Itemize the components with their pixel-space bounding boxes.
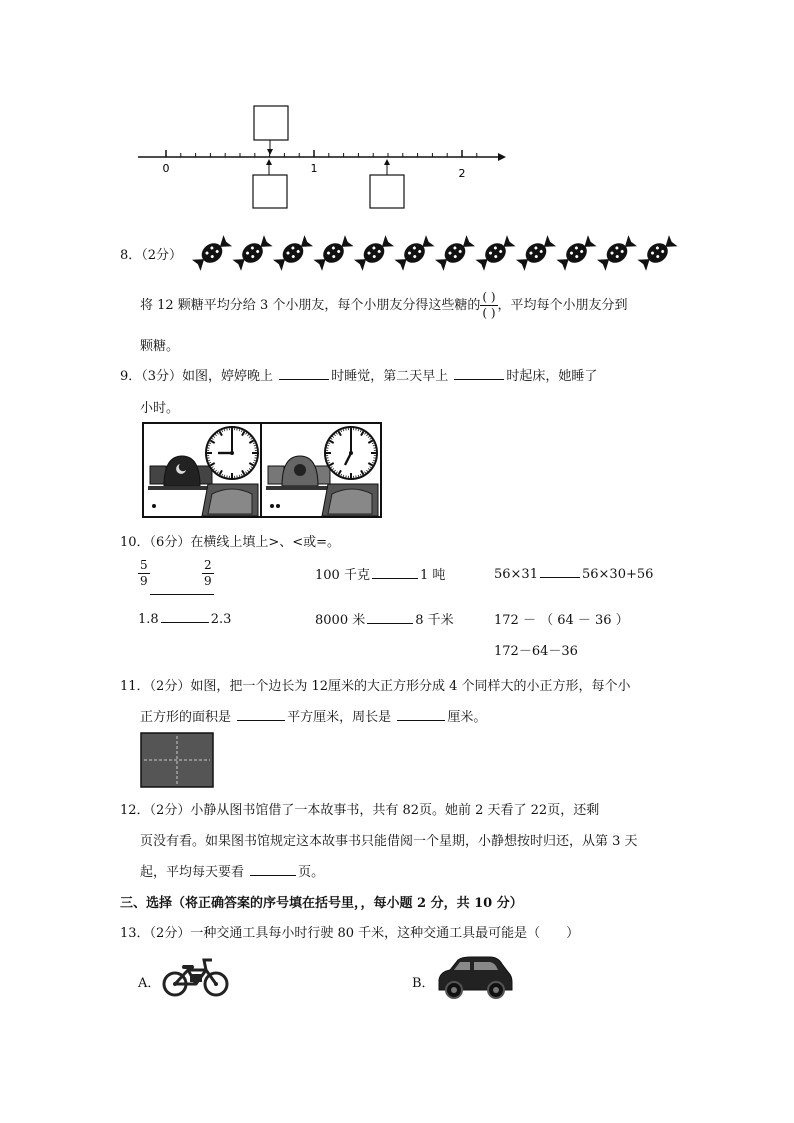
number-line-arrow bbox=[498, 153, 506, 161]
number-line-label-2: 2 bbox=[458, 167, 466, 180]
q9-text-c: 时起床，她睡了 bbox=[506, 369, 598, 384]
number-line-label-0: 0 bbox=[162, 162, 170, 175]
candy-icon bbox=[515, 234, 558, 273]
number-line-label-1: 1 bbox=[310, 162, 318, 175]
q8-frac-numerator[interactable]: ( ) bbox=[482, 290, 496, 304]
q10-frac-right: $\frac{2}{9}$ bbox=[204, 558, 212, 588]
q12-blank-pages[interactable] bbox=[250, 862, 296, 876]
q8-text-line2: 颗糖。 bbox=[140, 339, 180, 354]
q9-blank-sleep[interactable] bbox=[279, 366, 329, 380]
q9-text-a: 9．（3分）如图，婷婷晚上 bbox=[120, 369, 274, 384]
q8-fraction bbox=[480, 290, 497, 321]
clock-face-morning bbox=[325, 427, 377, 479]
q10-item-subtract-line1: 172 － （ 64 － 36 ） bbox=[494, 613, 629, 628]
q10-header: 10．（6分）在横线上填上>、<或=。 bbox=[120, 535, 340, 550]
q11-text-line2: 正方形的面积是 平方厘米，周长是 厘米。 bbox=[140, 706, 486, 725]
q10-item-fraction bbox=[138, 558, 150, 589]
q10-blank-fraction[interactable] bbox=[150, 594, 214, 595]
q10-frac-left: $\frac{5}{9}$ bbox=[140, 558, 148, 588]
pointer-bottom-left-head bbox=[266, 159, 272, 165]
candy-icon bbox=[474, 234, 517, 273]
candy-icon bbox=[596, 234, 639, 273]
q9-text-line1 bbox=[120, 365, 597, 384]
q11-blank-area[interactable] bbox=[237, 707, 285, 721]
q8-text-line1 bbox=[140, 290, 628, 321]
q10-item-fraction-right bbox=[202, 558, 214, 589]
q9-clock-picture bbox=[142, 422, 382, 518]
q10-blank-length[interactable] bbox=[367, 610, 413, 624]
answer-box-bottom-right[interactable] bbox=[370, 175, 404, 208]
number-line-figure bbox=[0, 0, 794, 230]
q9-text-line2: 小时。 bbox=[140, 401, 180, 416]
q10-item-multiply: 56×31 56×30+56 bbox=[494, 564, 653, 582]
candy-icon bbox=[353, 234, 396, 273]
candy-icon bbox=[393, 234, 436, 273]
candy-icon bbox=[434, 234, 477, 273]
q11-square-figure bbox=[140, 732, 214, 788]
q9-blank-wake[interactable] bbox=[454, 366, 504, 380]
candy-icon bbox=[272, 234, 315, 273]
q9-text-b: 时睡觉，第二天早上 bbox=[331, 369, 449, 384]
candy-icon bbox=[191, 234, 234, 273]
candy-icon bbox=[231, 234, 274, 273]
candy-icon bbox=[636, 234, 679, 273]
q11-blank-perimeter[interactable] bbox=[397, 707, 445, 721]
answer-box-bottom-left[interactable] bbox=[253, 175, 287, 208]
car-icon bbox=[436, 956, 514, 1000]
answer-box-top[interactable] bbox=[254, 106, 288, 140]
pointer-top-head bbox=[267, 149, 273, 155]
pointer-bottom-right-head bbox=[384, 159, 390, 165]
q10-blank-weight[interactable] bbox=[372, 565, 418, 579]
q10-item-weight: 100 千克 1 吨 bbox=[315, 564, 445, 583]
q10-blank-multiply[interactable] bbox=[540, 564, 580, 578]
bicycle-icon bbox=[160, 956, 232, 998]
q10-blank-decimal[interactable] bbox=[161, 609, 209, 623]
candy-icon bbox=[312, 234, 355, 273]
q12-text-line3: 起，平均每天要看 页。 bbox=[140, 861, 324, 880]
q12-text-line1: 12．（2分）小静从图书馆借了一本故事书，共有 82页。她前 2 天看了 22页，还剩 bbox=[120, 803, 600, 818]
q13-option-b-label[interactable]: B． bbox=[412, 976, 435, 991]
q8-header: 8．（2分） bbox=[120, 248, 183, 263]
q12-text-line2: 页没有看。如果图书馆规定这本故事书只能借阅一个星期，小静想按时归还，从第 3 天 bbox=[140, 834, 638, 849]
q10-item-length: 8000 米 8 千米 bbox=[315, 609, 454, 628]
q8-text-a: 将 12 颗糖平均分给 3 个小朋友，每个小朋友分得这些糖的 bbox=[140, 298, 481, 313]
q10-item-decimal: 1.8 2.3 bbox=[138, 609, 231, 627]
q8-frac-denominator[interactable]: ( ) bbox=[482, 306, 496, 320]
q13-option-a-label[interactable]: A． bbox=[138, 976, 161, 991]
q11-text-line1: 11．（2分）如图，把一个边长为 12厘米的大正方形分成 4 个同样大的小正方形，每个小 bbox=[120, 679, 631, 694]
q8-text-b: ，平均每个小朋友分到 bbox=[497, 298, 628, 313]
q10-item-subtract-line2: 172－64－36 bbox=[494, 644, 578, 659]
q13-text: 13．（2分）一种交通工具每小时行驶 80 千米，这种交通工具最可能是（ ） bbox=[120, 926, 580, 941]
clock-face-night bbox=[206, 427, 258, 479]
candy-icon bbox=[555, 234, 598, 273]
candy-row bbox=[190, 230, 680, 276]
section3-title: 三、选择（将正确答案的序号填在括号里，，每小题 2 分，共 10 分） bbox=[120, 896, 523, 911]
